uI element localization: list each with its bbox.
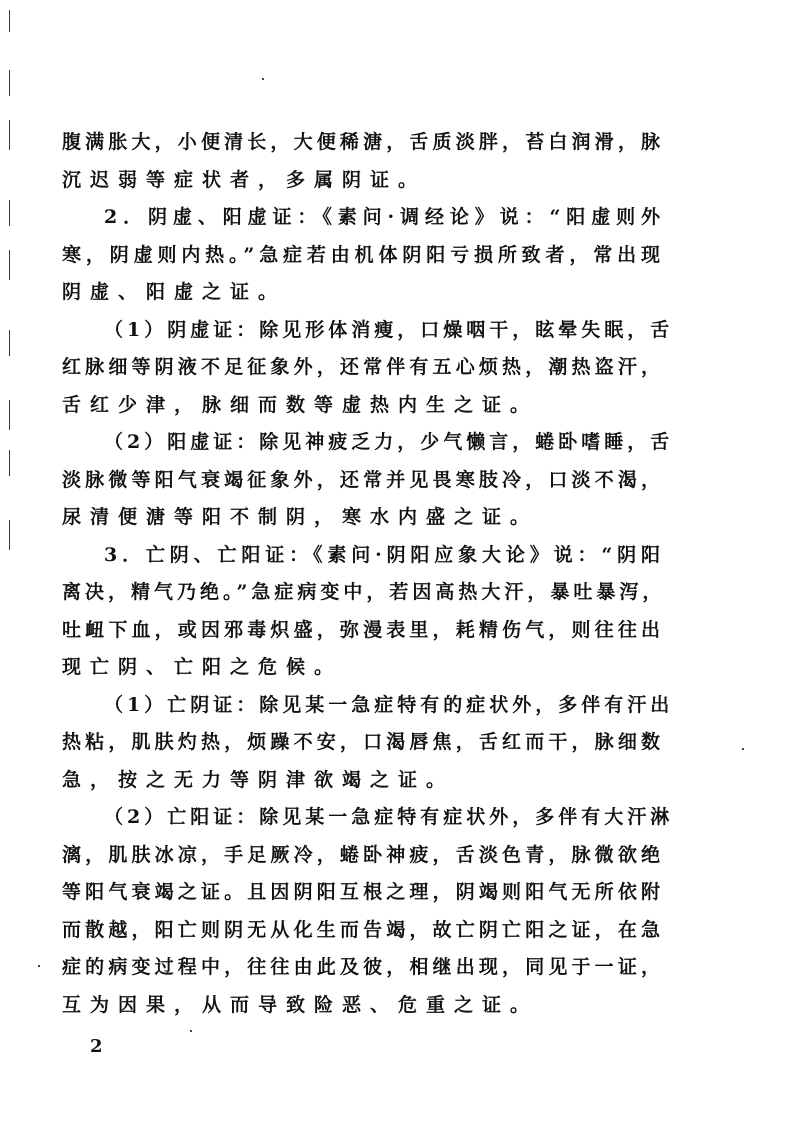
scan-edge-mark [9, 70, 10, 96]
scan-edge-mark [9, 330, 10, 356]
scan-speck [262, 78, 264, 80]
scan-edge-mark [9, 520, 10, 550]
text-line: 互为因果，从而导致险恶、危重之证。 [62, 993, 539, 1016]
text-line: 而散越，阳亡则阴无从化生而告竭，故亡阴亡阳之证，在急 [62, 918, 664, 941]
text-line: 寒，阴虚则内热。”急症若由机体阴阳亏损所致者，常出现 [62, 243, 664, 266]
text-line: 吐衄下血，或因邪毒炽盛，弥漫表里，耗精伤气，则往往出 [62, 618, 664, 641]
text-line: 红脉细等阴液不足征象外，还常伴有五心烦热，潮热盗汗， [62, 356, 664, 378]
scan-edge-mark [9, 450, 10, 476]
body-text [62, 124, 674, 1024]
text-line: （1）亡阴证：除见某一急症特有的症状外，多伴有汗出 [104, 693, 674, 716]
text-line: 舌红少津，脉细而数等虚热内生之证。 [62, 393, 539, 416]
text-line: 离决，精气乃绝。”急症病变中，若因高热大汗，暴吐暴泻， [62, 581, 666, 603]
text-line: （2）亡阳证：除见某一急症特有症状外，多伴有大汗淋 [104, 806, 674, 828]
text-line: 等阳气衰竭之证。且因阴阳互根之理，阴竭则阳气无所依附 [62, 881, 664, 903]
text-line: 腹满胀大，小便清长，大便稀溏，舌质淡胖，苔白润滑，脉 [62, 131, 664, 153]
scan-edge-mark [9, 10, 10, 32]
text-line: （1）阴虚证：除见形体消瘦，口燥咽干，眩晕失眠，舌 [104, 318, 674, 341]
text-line: 现亡阴、亡阳之危候。 [62, 656, 343, 678]
scan-speck [742, 748, 744, 750]
text-line: 急，按之无力等阴津欲竭之证。 [62, 768, 455, 791]
text-line: 淡脉微等阳气衰竭征象外，还常并见畏寒肢冷，口淡不渴， [62, 468, 664, 491]
scan-speck [38, 965, 40, 967]
text-line: 2．阴虚、阳虚证：《素问·调经论》说：“阳虚则外 [104, 206, 664, 228]
scan-speck [190, 1030, 192, 1032]
scan-edge-mark [9, 400, 10, 430]
text-line: 热粘，肌肤灼热，烦躁不安，口渴唇焦，舌红而干，脉细数 [62, 731, 664, 753]
text-line: 症的病变过程中，往往由此及彼，相继出现，同见于一证， [62, 956, 664, 978]
text-line: 3．亡阴、亡阳证：《素问·阴阳应象大论》说：“阴阳 [104, 543, 664, 566]
text-line: 沉迟弱等症状者，多属阴证。 [62, 168, 427, 191]
page-number: 2 [90, 1036, 103, 1057]
text-line: （2）阳虚证：除见神疲乏力，少气懒言，蜷卧嗜睡，舌 [104, 431, 674, 453]
text-line: 漓，肌肤冰凉，手足厥冷，蜷卧神疲，舌淡色青，脉微欲绝 [62, 843, 664, 866]
text-line: 阴虚、阳虚之证。 [62, 281, 287, 303]
scan-edge-mark [9, 200, 10, 226]
text-line: 尿清便溏等阳不制阴，寒水内盛之证。 [62, 506, 539, 528]
scan-edge-mark [9, 120, 10, 150]
scan-edge-mark [9, 250, 10, 280]
